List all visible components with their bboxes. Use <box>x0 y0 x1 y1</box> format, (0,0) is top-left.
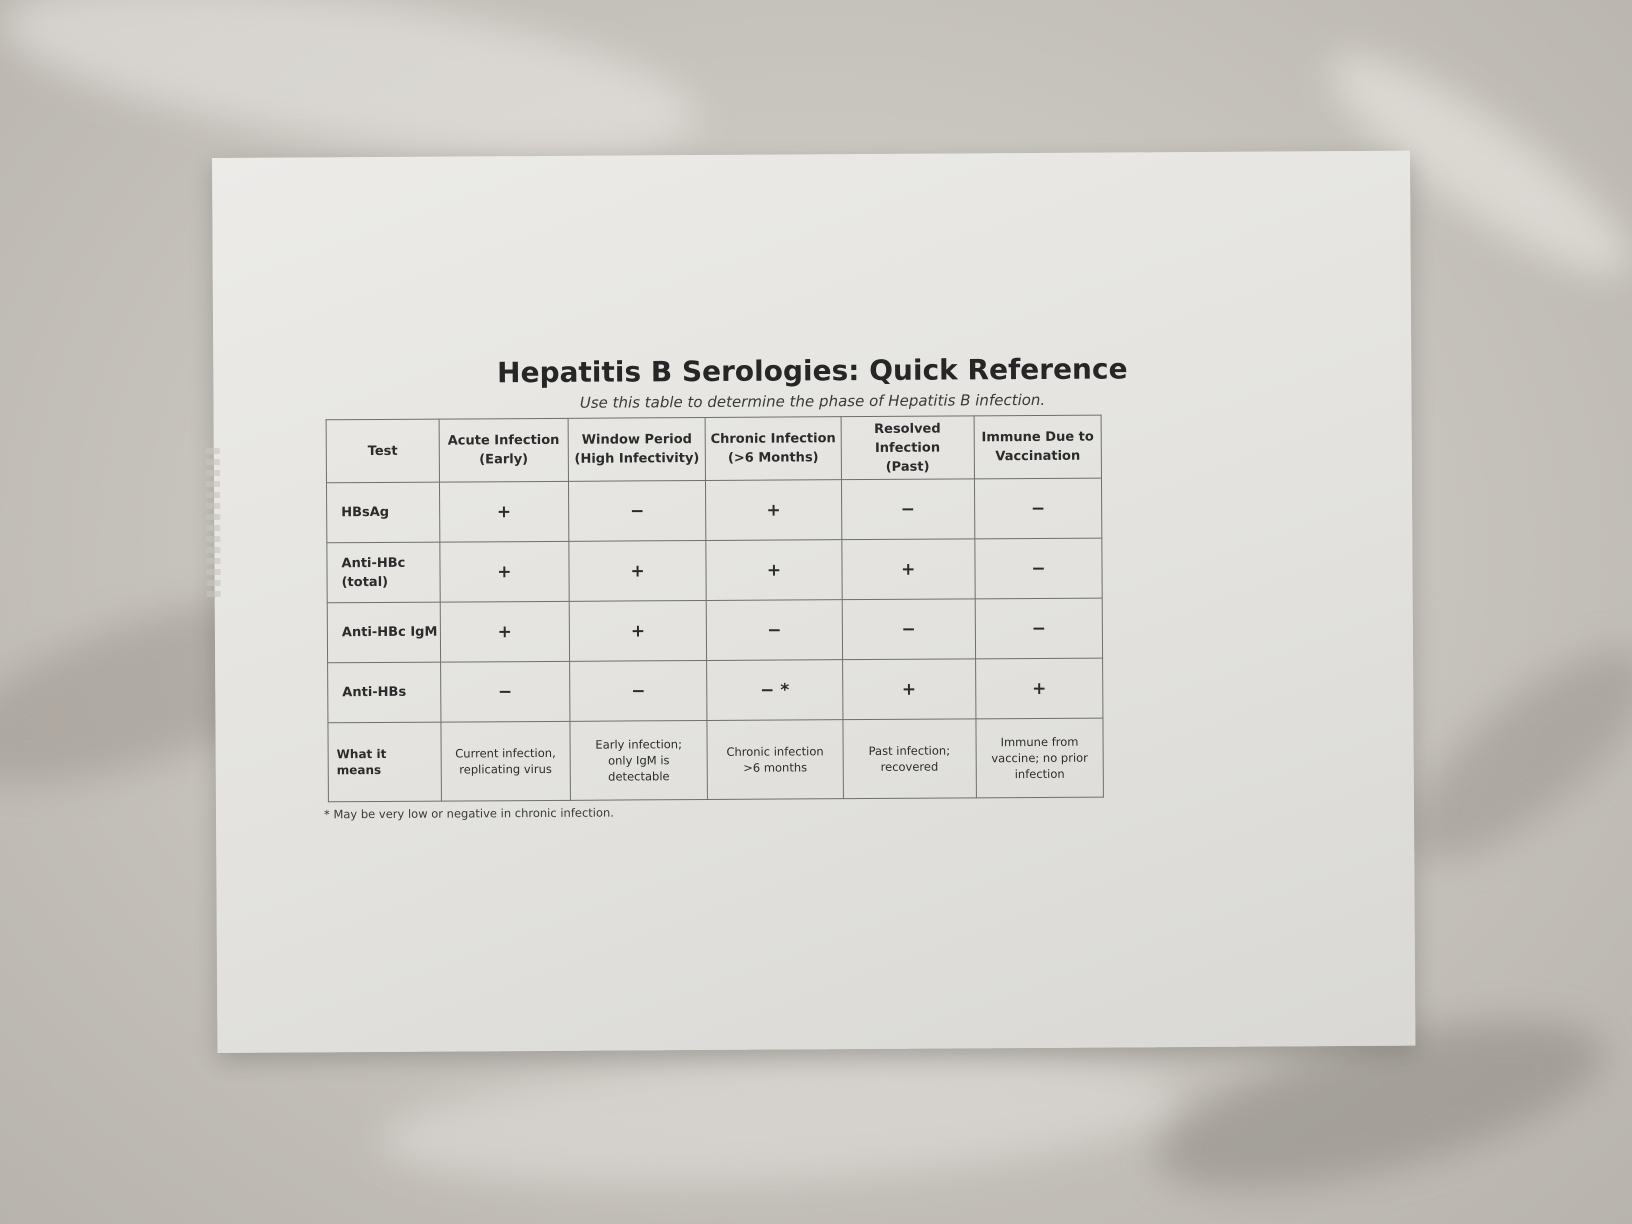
meaning-cell: Current infection, replicating virus <box>441 721 571 801</box>
header-window-period: Window Period (High Infectivity) <box>568 417 706 481</box>
header-immune-vaccination: Immune Due to Vaccination <box>974 415 1102 479</box>
table-cell: − <box>841 479 975 540</box>
page-title: Hepatitis B Serologies: Quick Reference <box>496 352 1128 390</box>
table-cell: − <box>706 600 842 661</box>
row-label-anti-hbs: Anti-HBs <box>328 662 441 723</box>
sheet-fold-shadow <box>1380 616 1632 893</box>
header-resolved-infection: Resolved Infection (Past) <box>841 416 975 480</box>
table-cell: + <box>706 480 842 541</box>
header-acute-infection: Acute Infection (Early) <box>439 418 569 482</box>
table-cell: + <box>706 540 842 601</box>
table-row-what-it-means <box>328 718 1103 802</box>
table-cell: + <box>841 539 975 600</box>
meaning-cell: Past infection; recovered <box>843 719 977 799</box>
row-label-hbsag: HBsAg <box>326 482 439 543</box>
meaning-cell: Early infection; only IgM is detectable <box>570 720 708 800</box>
table-cell: + <box>569 600 707 661</box>
table-row-anti-hbc-igm <box>327 598 1102 663</box>
header-test: Test <box>326 419 439 483</box>
table-cell: + <box>439 481 569 542</box>
row-label-what-it-means: What it means <box>328 722 441 802</box>
table-cell: − <box>975 598 1103 659</box>
row-label-anti-hbc-igm: Anti-HBc IgM <box>327 602 440 663</box>
table-cell: − <box>569 660 707 721</box>
sheet-fold-highlight <box>377 1039 1182 1201</box>
table-cell: + <box>440 541 570 602</box>
table-cell: − <box>842 599 976 660</box>
page-subtitle: Use this table to determine the phase of Hepatitis B infection. <box>579 390 1046 412</box>
row-label-anti-hbc-total: Anti-HBc (total) <box>327 542 440 603</box>
printed-paper <box>212 151 1415 1053</box>
serology-table <box>326 415 1104 803</box>
table-row-hbsag <box>326 478 1101 543</box>
table-cell: − <box>568 480 706 541</box>
table-cell: + <box>975 658 1103 719</box>
header-chronic-infection: Chronic Infection (>6 Months) <box>705 417 841 481</box>
table-cell: − * <box>707 660 843 721</box>
table-row-anti-hbs <box>328 658 1103 723</box>
meaning-cell: Chronic infection >6 months <box>707 720 843 800</box>
table-row-anti-hbc-total <box>327 538 1102 603</box>
footnote: * May be very low or negative in chronic infection. <box>323 805 614 822</box>
table-cell: + <box>569 540 707 601</box>
table-cell: − <box>975 538 1103 599</box>
meaning-cell: Immune from vaccine; no prior infection <box>976 718 1104 798</box>
table-cell: + <box>842 659 976 720</box>
table-cell: + <box>440 601 570 662</box>
table-cell: − <box>974 478 1102 539</box>
reference-document <box>212 151 1415 1053</box>
table-cell: − <box>440 661 570 722</box>
table-header-row <box>326 415 1101 483</box>
